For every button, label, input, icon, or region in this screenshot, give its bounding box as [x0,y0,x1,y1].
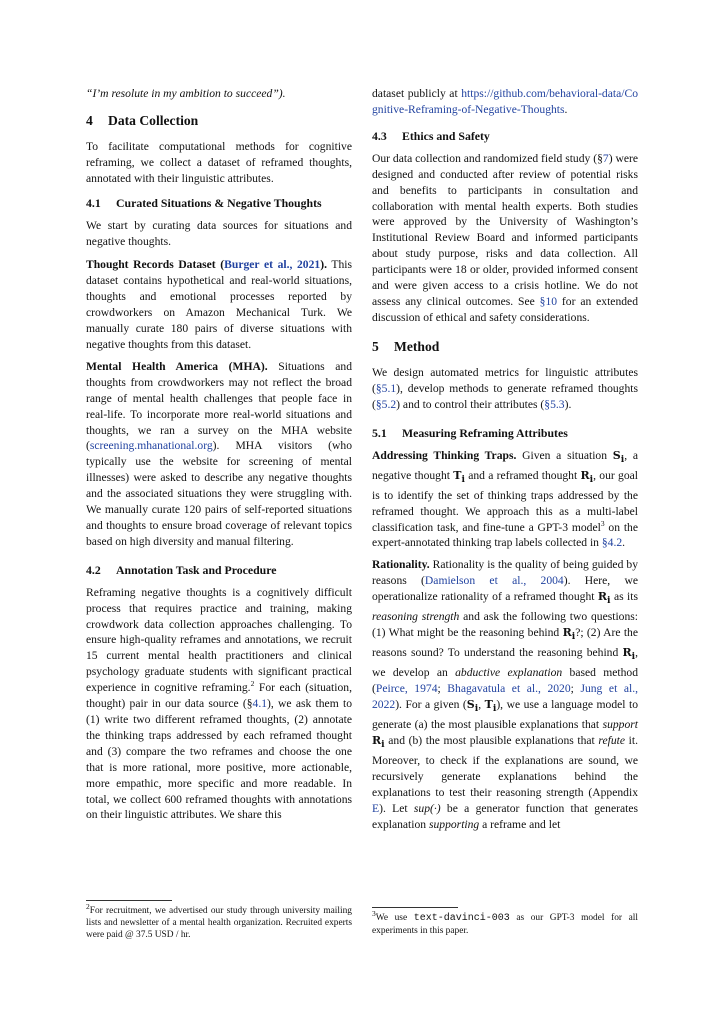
paragraph-text: dataset publicly at [372,87,462,100]
thought-records-paragraph: Thought Records Dataset (Burger et al., 2021). This dataset contains hypothetical and real-world situations, thoughts and emotional processes reported by crowdworkers on Amazon Mechanical Turk. We manually curate 180 pairs of diverse situations with negative thoughts from this dataset. [86,258,352,351]
section-number: 4 [86,112,93,128]
citation-link[interactable]: Damielson et al., 2004 [424,574,564,588]
math-subscript: i [607,595,611,607]
citation-link[interactable]: Peirce, 1974 [375,682,438,696]
math-subscript: i [571,631,576,643]
github-link[interactable]: https://github.com/behavioral-data/Cognitive-Reframing-of-Negative-Thoughts [372,87,638,116]
math-symbol: R [580,468,590,482]
dataset-share-paragraph: dataset publicly at https://github.com/behavioral-data/Cognitive-Reframing-of-Negative-Thoughts. [372,87,638,116]
runin-heading: Mental Health America (MHA). [86,359,268,373]
paragraph-text: ). MHA visitors (who typically use the website for screening of mental illnesses) were asked to describe any negative thoughts and the associated situations they were struggling with. We manually curate 120 pairs of self-reported situations and thoughts to ensure broad coverage of relevant topics based on high diversity and manual filtering. [86,439,352,548]
paragraph-text: ), we use a language model to generate (a) the most plausible explanations that [372,698,638,732]
section-ref-link[interactable]: §10 [539,294,558,308]
rationality-paragraph [372,557,638,832]
section-number: 5.1 [372,425,387,440]
section-4-heading [86,112,352,130]
math-subscript: i [461,473,465,485]
section-title: Ethics and Safety [402,128,490,143]
footnote-text: as our GPT-3 model for all experiments in this paper. [372,913,638,936]
section-title: Annotation Task and Procedure [116,562,277,577]
citation-link[interactable]: Burger et al., 2021 [224,258,321,272]
paragraph-text: be a generator function that generates explanation [372,801,638,831]
math-subscript: i [589,473,594,485]
footnote-text: For recruitment, we advertised our study through university mailing lists and newsletter of a mental health organization. Recruited experts were paid @ 37.5 USD / hr. [86,906,352,940]
right-footnotes [372,907,638,937]
footnote-mark[interactable]: 2 [250,679,255,689]
math-function: sup(·) [413,801,441,815]
appendix-ref-link[interactable]: E [372,801,380,815]
paragraph-text: for an extended discussion of ethical and safety considerations. [372,294,638,324]
section-title: Curated Situations & Negative Thoughts [116,195,322,210]
quote-tail [86,86,352,102]
runin-heading: Thought Records Dataset [86,258,216,272]
math-R [562,626,576,643]
runin-heading: Rationality. [372,558,430,572]
paragraph-text: Our data collection and randomized field study (§ [372,151,603,165]
right-column [372,86,638,833]
math-T [453,468,465,485]
paragraph-text: For each (situation, thought) pair in our data source (§ [86,681,352,711]
math-R [372,734,385,751]
section-4-2-heading [86,562,352,578]
math-subscript: i [381,739,385,751]
paragraph-text: ), we ask them to (1) write two different reframed thoughts, (2) annotate the thinking traps addressed by each reframed thought and (3) compare the two reframes and choose the one that is more rational, more positive, more actionable, more empathic, more specific and more readable. In total, we collect 600 reframed thoughts with annotations on their linguistic attributes. We share this [86,697,352,822]
section-title: Method [394,338,440,354]
section-number: 4.3 [372,128,387,143]
math-subscript: i [474,703,479,715]
emphasis-text: refute [598,734,626,748]
math-subscript: i [492,703,497,715]
section-ref-link[interactable]: §5.1 [375,381,397,395]
footnote-rule [86,900,172,901]
math-symbol: R [372,734,382,748]
model-code: text-davinci-003 [413,913,510,924]
section-4-3-heading [372,128,638,144]
section-5-paragraph [372,365,638,413]
footnote-mark[interactable]: 3 [600,518,605,528]
paragraph-text: Given a situation [516,448,613,462]
emphasis-text: supporting [428,817,480,831]
citation-link[interactable]: Jung et al., 2022 [372,682,639,712]
math-subscript: i [631,651,636,663]
section-number: 5 [372,338,379,354]
section-5-1-heading [372,425,638,441]
math-symbol: R [597,590,608,604]
quote-tail-text: “I’m resolute in my ambition to succeed”). [86,87,286,100]
paragraph-text: and a reframed thought [464,468,581,482]
section-ref-link[interactable]: §4.2 [601,536,623,550]
citation-separator: ; [437,682,448,696]
footnote-mark: 2 [86,901,90,911]
citation-separator: ; [570,682,581,696]
math-subscript: i [620,453,625,465]
section-4-1-paragraph: We start by curating data sources for situations and negative thoughts. [86,218,352,248]
footnote-text: We use [375,913,414,923]
left-column [86,86,352,823]
mha-paragraph [86,359,352,550]
math-R [622,646,636,663]
paragraph-text: . [622,536,626,550]
footnote-mark: 3 [372,908,376,918]
paragraph-text: ). [564,397,572,411]
paragraph-text: ). Here, we operationalize rationality of a reframed thought [372,574,639,604]
section-title: Measuring Reframing Attributes [402,425,568,440]
paragraph-text: and (b) the most plausible explanations that [384,734,599,748]
math-symbol: S [466,698,475,712]
section-5-heading [372,338,638,356]
emphasis-text: abductive explanation [455,666,563,680]
math-S [612,448,625,465]
section-ref-link[interactable]: §5.3 [544,397,565,411]
paragraph-text: it. Moreover, to check if the explanations are sound, we recursively generate explanations behind the explanations to test their reasoning strength (Appendix [372,734,638,800]
section-4-paragraph: To facilitate computational methods for cognitive reframing, we collect a dataset of reframed thoughts, annotated with their linguistic attributes. [86,139,352,185]
paragraph-text: and ask the following two questions: (1) What might be the reasoning behind [372,610,638,640]
footnote-2 [86,901,352,941]
paragraph-text: We design automated metrics for linguistic attributes ( [372,365,638,395]
paragraph-text: ) and to control their attributes ( [396,397,545,411]
footnote-3 [372,908,638,937]
left-footnotes [86,900,352,941]
paragraph-text: , we develop an [372,646,638,680]
paragraph-text: Situations and thoughts from crowdworkers may not reflect the broad range of mental health challenges that people face in real-life. To incorporate more real-world situations and thoughts, we ran a survey on the MHA website ( [86,359,352,453]
paragraph-text: based method ( [372,666,639,696]
runin-heading: Addressing Thinking Traps. [372,448,517,462]
paragraph-text: ), develop methods to generate reframed thoughts ( [372,381,638,411]
paragraph-text: ) were designed and conducted after review of potential risks and benefits to participants in consultation and collaboration with mental health experts. Both studies were approved by the University of Washington’s Institutional Review Board and informed participants about study purpose, risks and data collection. All participants were 18 or older, provided informed consent and were given access to a crisis hotline. We do not assess any clinical outcomes. See [372,151,638,308]
mha-website-link[interactable]: screening.mhanational.org [89,439,213,453]
emphasis-text: support [602,718,638,732]
math-R [580,468,594,485]
citation-link[interactable]: Bhagavatula et al., 2020 [447,682,571,696]
section-ref-link[interactable]: §5.2 [375,397,397,411]
paragraph-text: on the expert-annotated thinking trap labels collected in [372,520,638,550]
paragraph-text: ). Let [379,801,414,815]
math-symbol: T [484,698,493,712]
section-ref-link[interactable]: 7 [602,151,609,165]
math-S [466,698,479,715]
paragraph-text: a reframe and let [479,817,561,831]
section-number: 4.1 [86,195,101,210]
paragraph-text: Rationality is the quality of being guided by reasons ( [372,558,638,588]
math-symbol: R [622,646,632,660]
section-title: Data Collection [108,112,199,128]
thinking-traps-paragraph [372,448,638,552]
paragraph-text: Reframing negative thoughts is a cognitively difficult process that requires practice and training, making crowdwork data collection approaches challenging. To ensure high-quality reframes and annotations, we recruit 15 current mental health practitioners and clinical psychology graduate students with significant practical experience in cognitive reframing. [86,585,352,695]
math-symbol: T [453,468,462,482]
paragraph-text: This dataset contains hypothetical and real-world situations, thoughts and emotional processes reported by crowdworkers on Amazon Mechanical Turk. We manually curate 180 pairs of diverse situations with negative thoughts from this dataset. [86,258,352,351]
math-symbol: S [612,448,621,462]
paragraph-text: , a negative thought [372,448,638,482]
math-symbol: R [562,626,572,640]
section-4-2-paragraph [86,585,352,824]
section-number: 4.2 [86,562,101,577]
section-4-1-heading [86,195,352,211]
section-ref-link[interactable]: 4.1 [252,697,268,711]
paragraph-text: ?; (2) Are the reasons sound? To understand the reasoning behind [372,626,638,660]
footnote-rule [372,907,458,908]
paragraph-text: ). For a given ( [395,698,467,712]
math-T [484,698,497,715]
section-4-3-paragraph [372,151,638,326]
math-separator: , [478,698,485,712]
paragraph-text: as its [610,590,638,604]
paragraph-text: , our goal is to identify the set of thinking traps addressed by the reframed thought. We approach this as a multi-label classification task, and fine-tune a GPT-3 model [372,468,638,534]
math-R [597,590,611,607]
emphasis-text: reasoning strength [372,610,460,624]
